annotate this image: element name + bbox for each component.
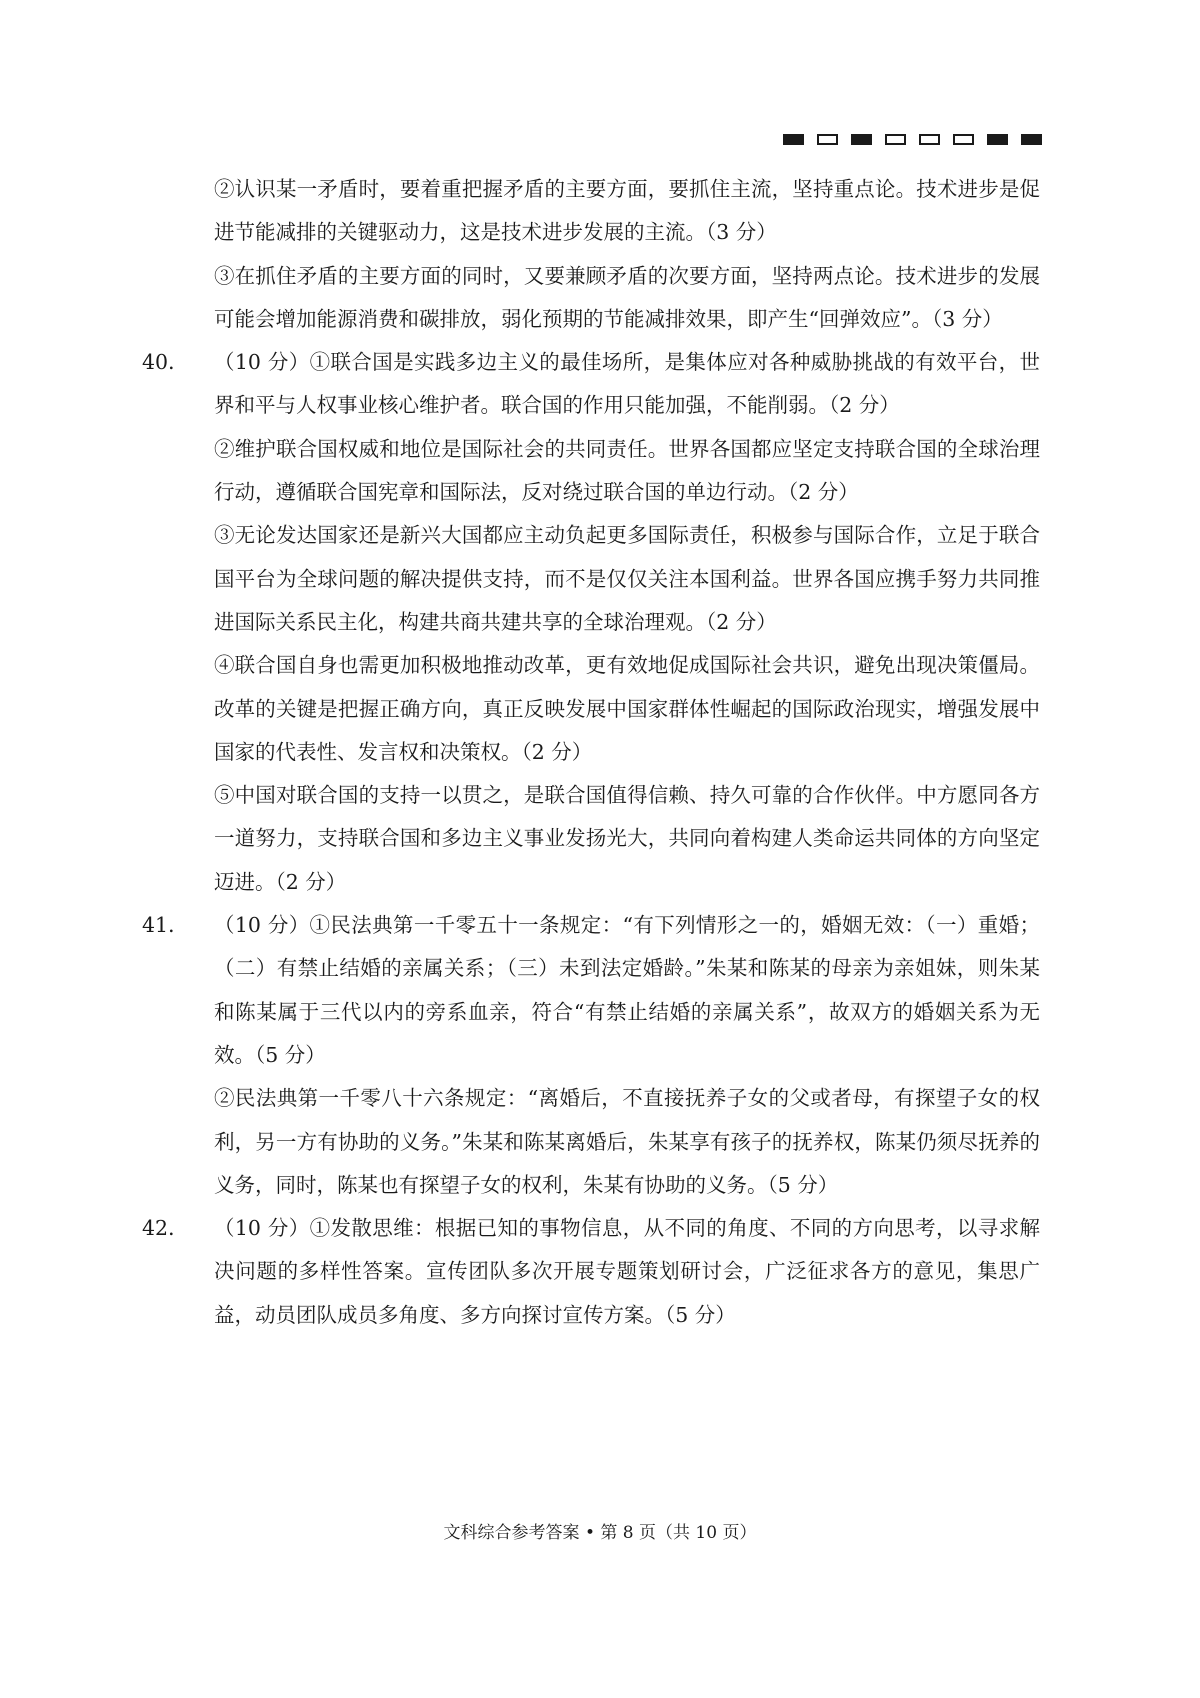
paragraph-text: ④联合国自身也需更加积极地推动改革，更有效地促成国际社会共识，避免出现决策僵局。改革的关键是把握正确方向，真正反映发展中国家群体性崛起的国际政治现实，增强发展中国家的代表性、发言权和决策权。（2 分） [214, 653, 1040, 764]
answer-point-paragraph [178, 428, 1040, 515]
paragraph-text: ③在抓住矛盾的主要方面的同时，又要兼顾矛盾的次要方面，坚持两点论。技术进步的发展可能会增加能源消费和碳排放，弱化预期的节能减排效果，即产生“回弹效应”。（3 分） [214, 263, 1040, 331]
empty-marker-block [885, 134, 906, 145]
filled-marker-block [1021, 134, 1042, 145]
paragraph-text: （10 分）①联合国是实践多边主义的最佳场所，是集体应对各种威胁挑战的有效平台，世界和平与人权事业核心维护者。联合国的作用只能加强，不能削弱。（2 分） [214, 350, 1040, 418]
paragraph-text: （10 分）①民法典第一千零五十一条规定：“有下列情形之一的，婚姻无效：（一）重婚；（二）有禁止结婚的亲属关系；（三）未到法定婚龄。”朱某和陈某的母亲为亲姐妹，则朱某和陈某属于三代以内的旁系血亲，符合“有禁止结婚的亲属关系”，故双方的婚姻关系为无效。（5 分） [214, 913, 1040, 1067]
header-marker-row [783, 134, 1042, 145]
empty-marker-block [919, 134, 940, 145]
answer-point-paragraph [178, 774, 1040, 904]
paragraph-text: ②维护联合国权威和地位是国际社会的共同责任。世界各国都应坚定支持联合国的全球治理行动，遵循联合国宪章和国际法，反对绕过联合国的单边行动。（2 分） [214, 436, 1040, 505]
paragraph-text: ⑤中国对联合国的支持一以贯之，是联合国值得信赖、持久可靠的合作伙伴。中方愿同各方一道努力，支持联合国和多边主义事业发扬光大，共同向着构建人类命运共同体的方向坚定迈进。（2 分） [214, 783, 1040, 894]
answer-point-paragraph [178, 644, 1040, 774]
answer-point-paragraph [178, 255, 1040, 342]
paragraph-text: ②民法典第一千零八十六条规定：“离婚后，不直接抚养子女的父或者母，有探望子女的权利，另一方有协助的义务。”朱某和陈某离婚后，朱某享有孩子的抚养权，陈某仍须尽抚养的义务，同时，陈某也有探望子女的权利，朱某有协助的义务。（5 分） [214, 1086, 1040, 1197]
paragraph-text: ③无论发达国家还是新兴大国都应主动负起更多国际责任，积极参与国际合作，立足于联合国平台为全球问题的解决提供支持，而不是仅仅关注本国利益。世界各国应携手努力共同推进国际关系民主化，构建共商共建共享的全球治理观。（2 分） [214, 523, 1040, 634]
filled-marker-block [783, 134, 804, 145]
question-answer-paragraph [142, 341, 1040, 428]
answer-point-paragraph [178, 514, 1040, 644]
filled-marker-block [851, 134, 872, 145]
question-number: 42． [142, 1216, 189, 1241]
page-footer: 文科综合参考答案 • 第 8 页（共 10 页） [443, 1523, 757, 1543]
question-answer-paragraph [142, 1207, 1040, 1337]
question-answer-paragraph [142, 904, 1040, 1077]
paragraph-text: （10 分）①发散思维：根据已知的事物信息，从不同的角度、不同的方向思考，以寻求解决问题的多样性答案。宣传团队多次开展专题策划研讨会，广泛征求各方的意见，集思广益，动员团队成员多角度、多方向探讨宣传方案。（5 分） [214, 1216, 1040, 1327]
question-number: 41． [142, 913, 189, 938]
paragraph-text: ②认识某一矛盾时，要着重把握矛盾的主要方面，要抓住主流，坚持重点论。技术进步是促进节能减排的关键驱动力，这是技术进步发展的主流。（3 分） [214, 177, 1040, 245]
empty-marker-block [817, 134, 838, 145]
answer-point-paragraph [178, 1077, 1040, 1207]
filled-marker-block [987, 134, 1008, 145]
question-number: 40． [142, 350, 189, 375]
answer-point-paragraph [178, 168, 1040, 255]
empty-marker-block [953, 134, 974, 145]
answer-content [142, 168, 1040, 1337]
